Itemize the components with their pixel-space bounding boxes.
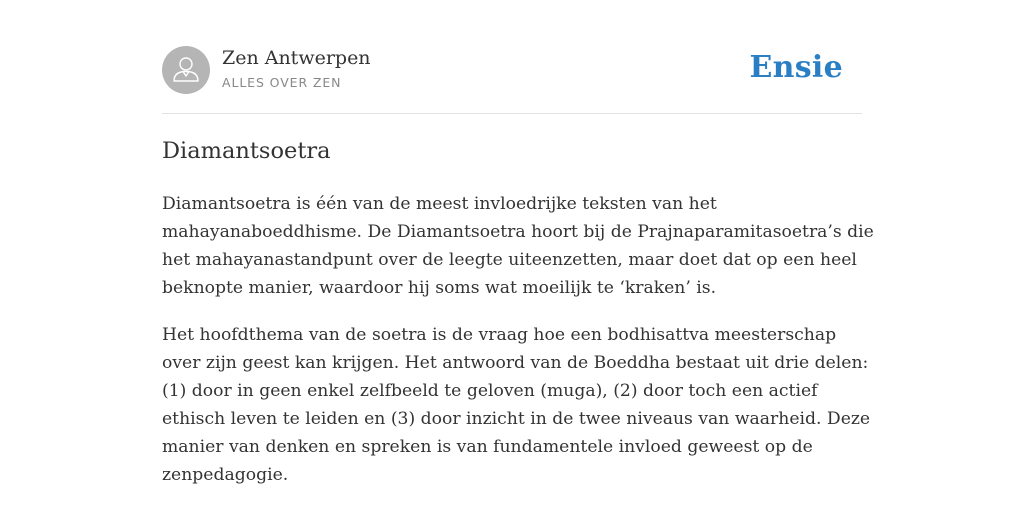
paragraph-line: zenpedagogie.: [162, 465, 289, 485]
paragraph-line: Het hoofdthema van de soetra is de vraag hoe een bodhisattva meesterschap: [162, 325, 837, 345]
paragraph: [162, 190, 874, 302]
author-subtitle: ALLES OVER ZEN: [222, 75, 342, 90]
brand-logo[interactable]: Ensie: [749, 50, 843, 85]
author-name[interactable]: Zen Antwerpen: [222, 47, 371, 69]
paragraph-line: over zijn geest kan krijgen. Het antwoord van de Boeddha bestaat uit drie delen:: [162, 353, 869, 373]
article-title: Diamantsoetra: [162, 138, 331, 164]
paragraph-line: beknopte manier, waardoor hij soms wat moeilijk te ‘kraken’ is.: [162, 278, 717, 298]
paragraph-line: (1) door in geen enkel zelfbeeld te geloven (muga), (2) door toch een actief: [162, 381, 818, 401]
article-header: [162, 46, 862, 96]
paragraph-line: Diamantsoetra is één van de meest invloedrijke teksten van het: [162, 194, 717, 214]
paragraph-line: mahayanaboeddhisme. De Diamantsoetra hoort bij de Prajnaparamitasoetra’s die: [162, 222, 874, 242]
paragraph-line: het mahayanastandpunt over de leegte uiteenzetten, maar doet dat op een heel: [162, 250, 857, 270]
paragraph-line: ethisch leven te leiden en (3) door inzicht in de twee niveaus van waarheid. Deze: [162, 409, 871, 429]
paragraph-line: manier van denken en spreken is van fundamentele invloed geweest op de: [162, 437, 813, 457]
user-silhouette-icon: [162, 46, 210, 94]
header-divider: [162, 113, 862, 114]
paragraph: [162, 321, 871, 489]
author-avatar[interactable]: [162, 46, 210, 94]
article-body: [162, 190, 874, 508]
